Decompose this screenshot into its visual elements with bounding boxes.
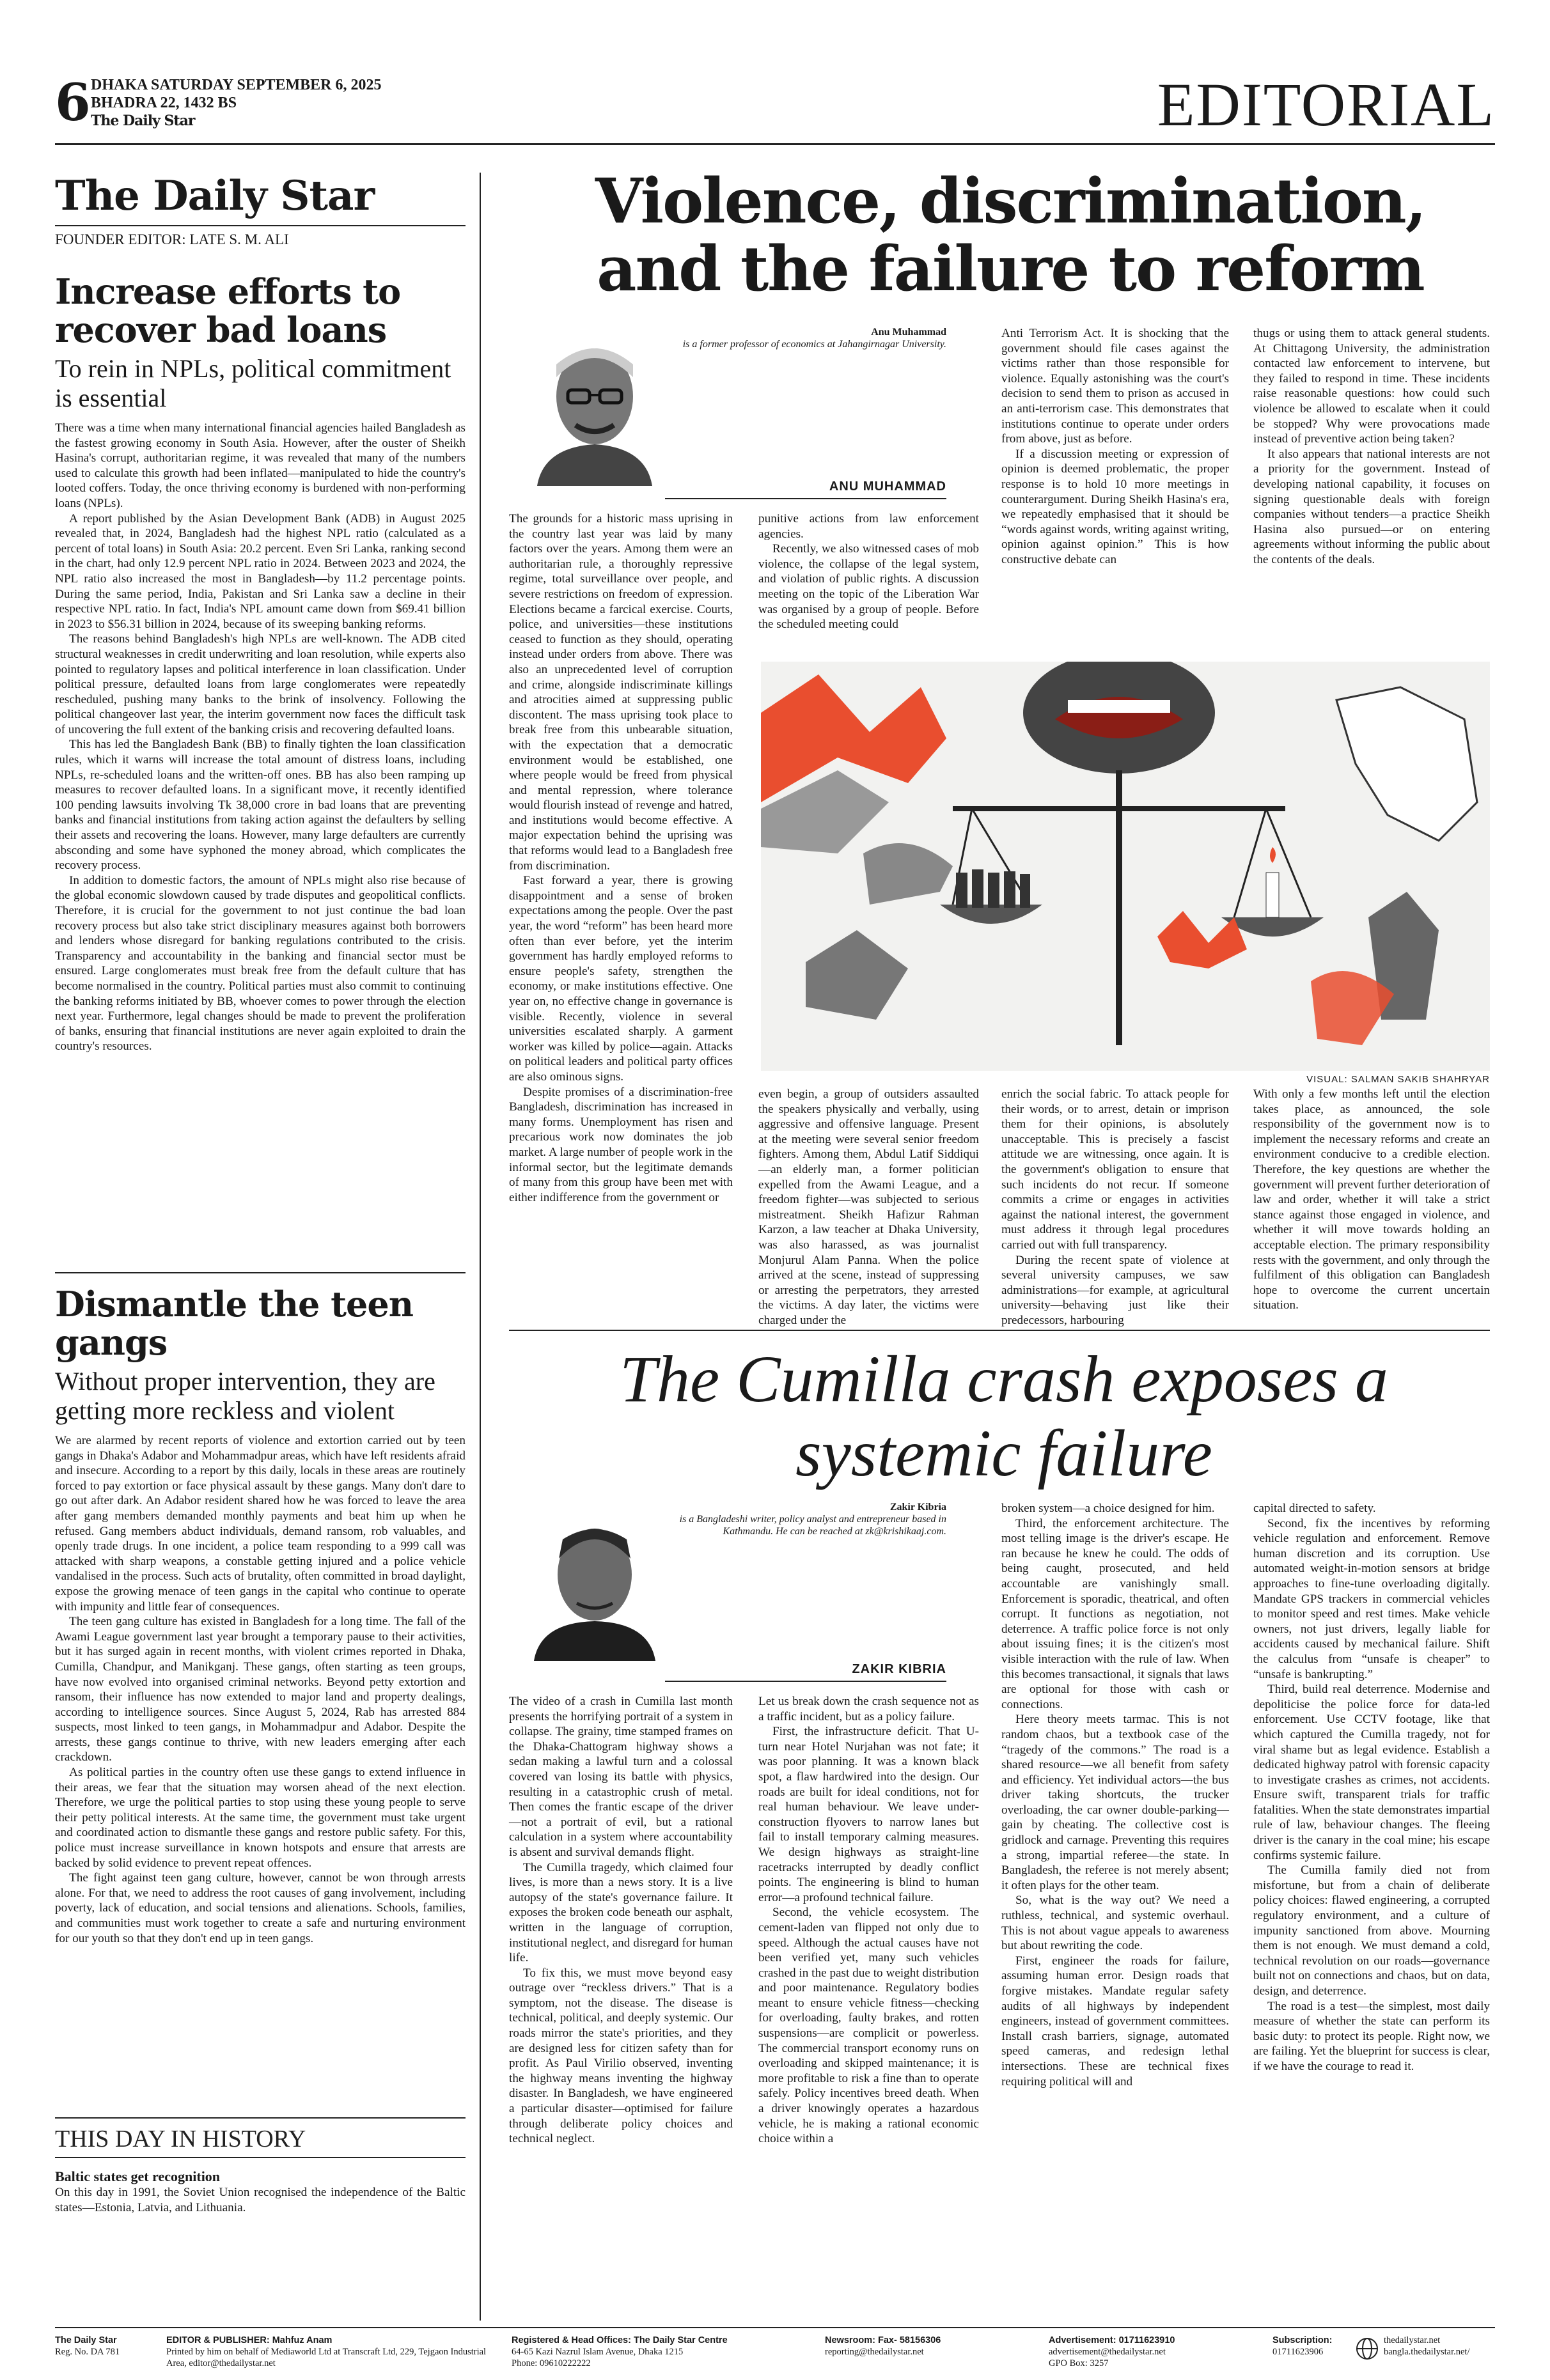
author-2-portrait-image bbox=[531, 1501, 659, 1661]
article-illustration bbox=[761, 662, 1490, 1071]
founder-editor: FOUNDER EDITOR: LATE S. M. ALI bbox=[55, 231, 289, 247]
article-1-paragraph: enrich the social fabric. To attack people for their words, or to arrest, detain or imprison them for their opinions, is absolutely unacceptable. This is precisely a fascist attitude we are witnessing, once again. It is the government's obligation to ensure that such incidents do not recur. If someone commits a crime or engages in activities against the national interest, the government must address it through legal procedures carried out with full transparency. bbox=[1001, 1087, 1229, 1252]
author-bio-name: Anu Muhammad bbox=[871, 327, 946, 338]
author-2-photo bbox=[531, 1501, 659, 1661]
author-bio-text: is a former professor of economics at Jahangirnagar University. bbox=[682, 339, 946, 350]
masthead bbox=[55, 72, 1495, 142]
page-number: 6 bbox=[55, 72, 91, 132]
editorial-2-body bbox=[55, 1433, 466, 1946]
footer-office-phone: Phone: 09610222222 bbox=[512, 2358, 591, 2368]
bangla-date: BHADRA 22, 1432 BS bbox=[91, 95, 237, 111]
author-2-bio-text: is a Bangladeshi writer, policy analyst and entrepreneur based in Kathmandu. He can be reached at zk@krishikaaj.com. bbox=[679, 1514, 946, 1537]
article-1-paragraph: even begin, a group of outsiders assaulted the speakers physically and verbally, using aggressive and offensive language. Present at the meeting were several senior freedom fighters. Among them, Abdul Latif Siddiqui—an elderly man, a former politician expelled from the Awami League, and a freedom fighter—was subjected to serious mistreatment. Sheikh Hafizur Rahman Karzon, a law teacher at Dhaka University, was also harassed, as was journalist Monjurul Alam Panna. When the police arrived at the scene, instead of suppressing or arresting the perpetrators, they arrested the victims. A day later, the victims were charged under the bbox=[758, 1087, 979, 1327]
footer-office bbox=[512, 2335, 806, 2369]
article-2-paragraph: First, the infrastructure deficit. That U-turn near Hotel Nurjahan was not fate; it was poor planning. It was a known black spot, a flaw hardwired into the design. Our roads are built for ideal conditions, not for real human behaviour. We leave under-construction flyovers to narrow lanes but fail to install temporary calming measures. We design highways as straight-line racetracks interrupted by deadly conflict points. The engineering is blind to human error—a profound technical failure. bbox=[758, 1725, 979, 1904]
history-box bbox=[55, 2117, 466, 2215]
author-2-bio-name: Zakir Kibria bbox=[889, 1502, 946, 1513]
article-2-paragraph: The Cumilla family died not from misfortune, but from a chain of deliberate policy choices: flawed engineering, a corrupted regulatory environment, and a culture of impunity sanctioned from above. Mourning them is not enough. We must demand a cold, technical revolution on our roads—governance built not on connections and chaos, but on data, design, and deterrence. bbox=[1253, 1863, 1490, 1998]
author-bio bbox=[665, 326, 946, 350]
editorial-1-paragraph: There was a time when many international financial agencies hailed Bangladesh as the fastest growing economy in South Asia. However, after the ouster of Sheikh Hasina's corrupt, authoritarian regime, it was revealed that many of the numbers used to calculate this growth had been inflated—manipulated to hide the country's looted coffers. Today, the once thriving economy is burdened with non-performing loans (NPLs). bbox=[55, 421, 466, 510]
article-2-col-2 bbox=[758, 1694, 979, 2147]
article-1-paragraph: Anti Terrorism Act. It is shocking that the government should file cases against the victims rather than those responsible for violence. Equally astonishing was the court's decision to send them to prison as accused in an anti-terrorism case. This demonstrates that institutions continue to operate under orders from above, just as before. bbox=[1001, 327, 1229, 446]
footer-newsroom-text: reporting@thedailystar.net bbox=[825, 2347, 924, 2357]
article-1-col-4-bottom bbox=[1253, 1087, 1490, 1313]
article-1-col-3-top bbox=[1001, 326, 1229, 568]
article-1-col-2-bottom bbox=[758, 1087, 979, 1328]
footer-paper-name: The Daily Star bbox=[55, 2335, 117, 2345]
footer-ad-text: advertisement@thedailystar.net bbox=[1049, 2347, 1166, 2357]
footer-ad-box: GPO Box: 3257 bbox=[1049, 2358, 1109, 2368]
article-1-col-1 bbox=[509, 511, 733, 1205]
article-1-headline: Violence, discrimination, and the failure to reform bbox=[595, 165, 1426, 305]
editorial-2-paragraph: We are alarmed by recent reports of violence and extortion carried out by teen gangs in Dhaka's Adabor and Mohammadpur areas, which have left residents afraid and insecure. According to a report by this daily, locals in these areas are routinely forced to pay extortion or face physical assault by these gangs. Many don't dare to go out after dark. An Adabor resident shared how he was forced to leave the area after gang members demanded monthly payments and beat him up when he refused. Gang members abduct individuals, demand ransom, rob valuables, and openly trade drugs. In one incident, a police team responding to a 999 call was attacked with sharp weapons, a constable getting injured and a police vehicle vandalised in the process. Such acts of brutality, often committed in broad daylight, expose the growing menace of teen gangs in the capital who continue to operate with impunity and little fear of consequences. bbox=[55, 1434, 466, 1614]
article-2-paragraph: The road is a test—the simplest, most daily measure of whether the state can perform its basic duty: to protect its people. Right now, we are failing. Yet the blueprint for success is clear, if we have the courage to read it. bbox=[1253, 1999, 1490, 2073]
editorial-2-deck: Without proper intervention, they are getting more reckless and violent bbox=[55, 1367, 435, 1425]
history-title: THIS DAY IN HISTORY bbox=[55, 2126, 306, 2152]
logo-rule bbox=[55, 225, 466, 226]
editorial-1-body bbox=[55, 421, 466, 1054]
article-1-paragraph: Despite promises of a discrimination-free Bangladesh, discrimination has increased in many forms. Unemployment has risen and precarious work now dominates the job market. A large number of people work in the informal sector, but the legitimate demands of many from this group have been met with either indifference from the government or bbox=[509, 1085, 733, 1204]
editorial-1-deck: To rein in NPLs, political commitment is essential bbox=[55, 354, 451, 412]
editorial-1-headline: Increase efforts to recover bad loans bbox=[55, 271, 401, 350]
article-2-paragraph: Second, fix the incentives by reforming vehicle regulation and enforcement. Remove human discretion and its corruption. Use automated weight-in-motion sensors at bridge approaches to fine-tune overloading digitally. Mandate GPS trackers in commercial vehicles to monitor speed and rest times. Make vehicle owners, not just drivers, legally liable for accidents caused by mechanical failure. Shift the calculus from “unsafe is cheaper” to “unsafe is bankrupting.” bbox=[1253, 1516, 1490, 1681]
footer-editor-label: EDITOR & PUBLISHER: Mahfuz Anam bbox=[166, 2335, 333, 2345]
editorial-2 bbox=[55, 1285, 466, 1946]
article-divider bbox=[509, 1330, 1490, 1331]
author-2-bio bbox=[665, 1501, 946, 1537]
article-2-paragraph: To fix this, we must move beyond easy outrage over “reckless drivers.” That is a symptom, not the disease. The disease is technical, political, and deeply systemic. Our roads mirror the state's priorities, and they are designed less for citizen safety than for profit. As Paul Virilio observed, inventing the highway means inventing the highway disaster. In Bangladesh, we have engineered a particular disaster—optimised for failure through deliberate policy choices and technical neglect. bbox=[509, 1966, 733, 2146]
article-1-paragraph: The grounds for a historic mass uprising in the country last year was laid by many factors over the years. Among them were an authoritarian rule, a thoroughly repressive regime, total surveillance over people, and severe restrictions on freedom of expression. Elections became a farcical exercise. Courts, police, and universities—these institutions ceased to function as they should, operating instead under orders from above. There was also an unprecedented level of corruption and crime, alongside indiscriminate killings and atrocities aimed at suppressing public discontent. The mass uprising took place to break free from this unbearable situation, with the expectation that a democratic environment would be established, one where people would be freed from physical and mental repression, where tolerance would flourish instead of revenge and hatred, and institutions would become effective. A major expectation behind the uprising was that reforms would lead to a Bangladesh free from discrimination. bbox=[509, 512, 733, 873]
editorial-1-paragraph: This has led the Bangladesh Bank (BB) to finally tighten the loan classification rules, which it warns will increase the total amount of distress loans, including NPLs, re-scheduled loans and the written-off ones. BB has also been ramping up measures to recover defaulted loans. In a significant move, it recently identified 100 pending lawsuits involving Tk 38,000 crore in bad loans that are preventing banks and financial institutions from taking action against the defaulters by selling their assets and recovering the loans. However, many large defaulters are currently absconding and some have syphoned the money abroad, which complicates the recovery process. bbox=[55, 738, 466, 873]
editorial-2-paragraph: The fight against teen gang culture, however, cannot be won through arrests alone. For that, we need to address the root causes of gang involvement, including poverty, lack of education, and social tensions and alienations. Schools, families, and communities must work together to create a safe and nurturing environment for our youth so that they don't end up in teen gangs. bbox=[55, 1871, 466, 1945]
footer-paper bbox=[55, 2335, 157, 2358]
article-2-paragraph: Third, build real deterrence. Modernise and depoliticise the police force for data-led enforcement. Use CCTV footage, like that which captured the Cumilla tragedy, not for viral shame but as legal evidence. Establish a dedicated highway patrol with forensic capacity to investigate crashes as crimes, not accidents. Ensure swift, transparent trials for traffic fatalities. When the state demonstrates impartial rule of law, behaviour changes. The fleeing driver is the canary in the coal mine; his escape confirms systemic failure. bbox=[1253, 1683, 1490, 1862]
globe-icon bbox=[1356, 2337, 1379, 2360]
editorial-2-headline: Dismantle the teen gangs bbox=[55, 1284, 414, 1363]
article-1-col-4-top bbox=[1253, 326, 1490, 568]
article-1-col-2-top bbox=[758, 511, 979, 632]
editorial-1-paragraph: A report published by the Asian Development Bank (ADB) in August 2025 revealed that, in 2024, Bangladesh had the highest NPL ratio (calculated as a percent of total loans) in South Asia: 20.2 percent. Even Sri Lanka, ranking second in the chart, had only 12.9 percent NPL ratio in 2024. Between 2023 and 2024, the NPL ratio also increased the most in Bangladesh—by 11.2 percentage points. During the same period, India, Pakistan and Sri Lanka saw a decline in their respective NPL ratio. In fact, India's NPL amount came down from $69.41 billion in 2023 to $56.31 billion in 2024, because of its sweeping banking reforms. bbox=[55, 511, 466, 631]
article-2-col-4 bbox=[1253, 1501, 1490, 2074]
footer-web-link-1[interactable]: thedailystar.net bbox=[1384, 2335, 1441, 2345]
article-2-paragraph: First, engineer the roads for failure, assuming human error. Design roads that forgive mistakes. Mandate regular safety audits of all highways by independent engineers, instead of government committees. Install crash barriers, signage, automated speed cameras, and redesign lethal intersections. These are technical fixes requiring political will and bbox=[1001, 1954, 1229, 2088]
footer-editor-text: Printed by him on behalf of Mediaworld Ltd at Transcraft Ltd, 229, Tejgaon Industrial Area, editor@thedailystar.net bbox=[166, 2347, 487, 2368]
editorial-2-paragraph: The teen gang culture has existed in Bangladesh for a long time. The fall of the Awami League government last year brought a temporary pause to their activities, but it has surged again in recent months, with violent crimes reported in Dhaka, Cumilla, Chandpur, and Manikganj. These gangs, often starting as teen groups, have now evolved into organised criminal networks. Beyond petty extortion and ransom, their influence has now extended to major land and property dealings, according to intelligence sources. Since August 5, 2024, Rab has arrested 884 suspects, most linked to teen gangs, in Mohammadpur and Adabor. Despite the arrests, these gangs continue to thrive, with new leaders emerging after each crackdown. bbox=[55, 1615, 466, 1764]
footer-ad-label: Advertisement: 01711623910 bbox=[1049, 2335, 1175, 2345]
footer-sub-label: Subscription: bbox=[1272, 2335, 1333, 2345]
footer-sub-text: 01711623906 bbox=[1272, 2347, 1324, 2357]
footer-subscription bbox=[1272, 2335, 1349, 2358]
daily-star-logo: The Daily Star bbox=[55, 172, 375, 220]
history-rule-2 bbox=[55, 2157, 466, 2158]
footer-office-label: Registered & Head Offices: The Daily Star Centre bbox=[512, 2335, 728, 2345]
article-1-col-3-bottom bbox=[1001, 1087, 1229, 1328]
history-rule bbox=[55, 2117, 466, 2119]
article-2-paragraph: Second, the vehicle ecosystem. The cement-laden van flipped not only due to speed. Although the actual causes have not been verified yet, many such vehicles crashed in the past due to weight distribution and poor maintenance. Regulatory bodies meant to ensure vehicle fitness—checking for overloading, faulty brakes, and rotten suspensions—are complicit or powerless. The commercial transport economy runs on overloading and skipped maintenance; it is more profitable to risk a fine than to operate safely. Policy incentives breed death. When a driver knowingly operates a hazardous vehicle, he is making a rational economic choice within a bbox=[758, 1906, 979, 2146]
footer-editor bbox=[166, 2335, 499, 2369]
article-2-col-1 bbox=[509, 1694, 733, 2147]
article-1-paragraph: Recently, we also witnessed cases of mob violence, the collapse of the legal system, and violation of public rights. A discussion meeting on the topic of the Liberation War was organised by a group of people. Before the scheduled meeting could bbox=[758, 542, 979, 632]
article-2-paragraph: The video of a crash in Cumilla last month presents the horrifying portrait of a system in collapse. The grainy, time stamped frames on the Dhaka-Chattogram highway shows a sedan making a lawful turn and a colossal covered van losing its battle with physics, resulting in a catastrophic crush of metal. Then comes the frantic escape of the driver—not a portrait of evil, but a rational calculation in a system where accountability is absent and survival demands flight. bbox=[509, 1695, 733, 1859]
article-1-paragraph: thugs or using them to attack general students. At Chittagong University, the administration contacted law enforcement to intervene, but they failed to respond in time. These incidents raise reasonable questions: how could such violence be allowed to escalate when it could be stopped? Why were provocations made instead of preventive action being taken? bbox=[1253, 327, 1490, 446]
footer-web-link-2[interactable]: bangla.thedailystar.net/ bbox=[1384, 2347, 1470, 2357]
author-2-name: ZAKIR KIBRIA bbox=[665, 1662, 946, 1682]
footer-rule bbox=[55, 2327, 1495, 2328]
paper-name-small: The Daily Star bbox=[91, 113, 195, 129]
article-1-paragraph: If a discussion meeting or expression of opinion is deemed problematic, the proper response is to hold 10 more meetings in counterargument. During Sheikh Hasina's era, we repeatedly emphasised that it should be “words against words, writing against writing, opinion against opinion.” This is how constructive debate can bbox=[1001, 447, 1229, 566]
article-2-paragraph: So, what is the way out? We need a ruthless, technical, and systemic overhaul. This is not about vague appeals to awareness but about rewriting the code. bbox=[1001, 1894, 1229, 1953]
article-2-paragraph: The Cumilla tragedy, which claimed four lives, is more than a news story. It is a live autopsy of the state's governance failure. It exposes the broken code beneath our asphalt, written in the language of corruption, institutional neglect, and disregard for human life. bbox=[509, 1860, 733, 1965]
editorial-1-paragraph: The reasons behind Bangladesh's high NPLs are well-known. The ADB cited structural weaknesses in credit underwriting and loan resolution, while experts also pointed to regulatory lapses and political interference in loan classification. Under political pressure, defaulted loans from large conglomerates were repeatedly rescheduled, pushing many banks to the brink of insolvency. Following the political changeover last year, the interim government now faces the difficult task of uncovering the full extent of the banking crisis and recovering defaulted loans. bbox=[55, 632, 466, 736]
article-1-paragraph: punitive actions from law enforcement agencies. bbox=[758, 512, 979, 541]
article-1-paragraph: Fast forward a year, there is growing disappointment and a sense of broken expectations among the people. Over the past year, the word “reform” has been heard more often than ever before, yet the interim government has hardly employed reforms to ensure people's safety, strengthen the economy, or make institutions effective. One year on, no effective change in governance is visible. Recently, violence in several universities escalated sharply. A garment worker was killed by police—again. Attacks on political leaders and political party offices are also ominous signs. bbox=[509, 874, 733, 1084]
footer-office-text: 64-65 Kazi Nazrul Islam Avenue, Dhaka 1215 bbox=[512, 2347, 684, 2357]
visual-credit: VISUAL: SALMAN SAKIB SHAHRYAR bbox=[1306, 1074, 1490, 1085]
article-2-col-3 bbox=[1001, 1501, 1229, 2089]
article-2-paragraph: broken system—a choice designed for him. bbox=[1001, 1502, 1215, 1515]
editorial-2-paragraph: As political parties in the country often use these gangs to extend influence in their areas, we fear that the situation may worsen ahead of the next election. Therefore, we urge the political parties to stop using these young people to serve their petty political interests. At the same time, the government must take urgent and coordinated action to dismantle these gangs and restore public safety. For this, police must increase surveillance in known hotspots and ensure that arrests are backed by solid evidence to prevent repeat offences. bbox=[55, 1766, 466, 1870]
editorial-divider bbox=[55, 1272, 466, 1273]
section-title: EDITORIAL bbox=[1157, 70, 1495, 139]
article-2-headline: The Cumilla crash exposes a systemic failure bbox=[620, 1342, 1388, 1490]
history-headline: Baltic states get recognition bbox=[55, 2168, 221, 2184]
history-text: On this day in 1991, the Soviet Union recognised the independence of the Baltic states—Estonia, Latvia, and Lithuania. bbox=[55, 2186, 466, 2214]
article-1-paragraph: With only a few months left until the election takes place, as announced, the sole responsibility of the government now is to implement the necessary reforms and create an environment conducive to a credible election. Therefore, the key questions are whether the government will prevent further deterioration of law and order, whether it will take a strict stance against those engaged in violence, and whether it will move towards holding an acceptable election. The primary responsibility rests with the government, and only through the fulfilment of this obligation can Bangladesh hope to overcome the current uncertain situation. bbox=[1253, 1087, 1490, 1312]
date-line: DHAKA SATURDAY SEPTEMBER 6, 2025 bbox=[91, 77, 382, 93]
footer-newsroom-label: Newsroom: Fax- 58156306 bbox=[825, 2335, 941, 2345]
justice-scale-collage bbox=[761, 662, 1490, 1071]
article-2-paragraph: Let us break down the crash sequence not as a traffic incident, but as a policy failure. bbox=[758, 1695, 979, 1723]
left-column bbox=[55, 173, 466, 1054]
author-photo bbox=[531, 326, 659, 486]
editorial-1-paragraph: In addition to domestic factors, the amount of NPLs might also rise because of the global economic slowdown caused by trade disputes and geopolitical conflicts. Therefore, it is crucial for the government to not just continue the bad loan recovery process but also take strict disciplinary measures against both borrowers and lenders whose disregard for banking regulations contributed to the crisis. Transparency and accountability in the banking and financial sector must be ensured. Large conglomerates must break free from the default culture that has become normalised in the country. Political parties must also commit to continuing the banking reforms initiated by BB, whoever comes to power through the election next year. Furthermore, legal changes should be made to prevent the proliferation of banks, ensuring that financial institutions are never again exploited to drain the country's resources. bbox=[55, 873, 466, 1054]
author-portrait-image bbox=[531, 326, 659, 486]
article-2-paragraph: Here theory meets tarmac. This is not random chaos, but a textbook case of the “tragedy of the commons.” The road is a shared resource—we all benefit from safety and efficiency. Yet individual actors—the bus driver taking shortcuts, the trucker overloading, the car owner double-parking—gain by cheating. The collective cost is gridlock and carnage. Preventing this requires a strong, impartial referee—the state. In Bangladesh, the referee is not merely absent; it often plays for the other team. bbox=[1001, 1713, 1229, 1892]
left-column-rule bbox=[480, 173, 481, 2321]
masthead-rule bbox=[55, 143, 1495, 145]
article-2-paragraph: Third, the enforcement architecture. The most telling image is the driver's escape. He ran because he knew he could. The odds of being caught, prosecuted, and held accountable are vanishingly small. Enforcement is sporadic, theatrical, and often corrupt. It functions as negotiation, not deterrence. A traffic police force is not only about issuing fines; it is the citizen's most visible interaction with the rule of law. When this becomes transactional, it signals that laws are optional for those with cash or connections. bbox=[1001, 1516, 1229, 1711]
footer-reg: Reg. No. DA 781 bbox=[55, 2347, 120, 2357]
article-2-paragraph: capital directed to safety. bbox=[1253, 1502, 1376, 1515]
footer-web bbox=[1384, 2335, 1495, 2358]
author-name: ANU MUHAMMAD bbox=[665, 479, 946, 499]
article-1-paragraph: During the recent spate of violence at several university campuses, we saw administrations—for example, at agricultural university—behaving just like their predecessors, harbouring bbox=[1001, 1253, 1229, 1327]
article-1-paragraph: It also appears that national interests are not a priority for the government. Instead of developing national capability, it focuses on signing questionable deals with foreign companies without tenders—a practice Sheikh Hasina also pursued—or on entering agreements without informing the public about the contents of the deals. bbox=[1253, 447, 1490, 566]
footer-newsroom bbox=[825, 2335, 1036, 2358]
footer-advertisement bbox=[1049, 2335, 1266, 2369]
